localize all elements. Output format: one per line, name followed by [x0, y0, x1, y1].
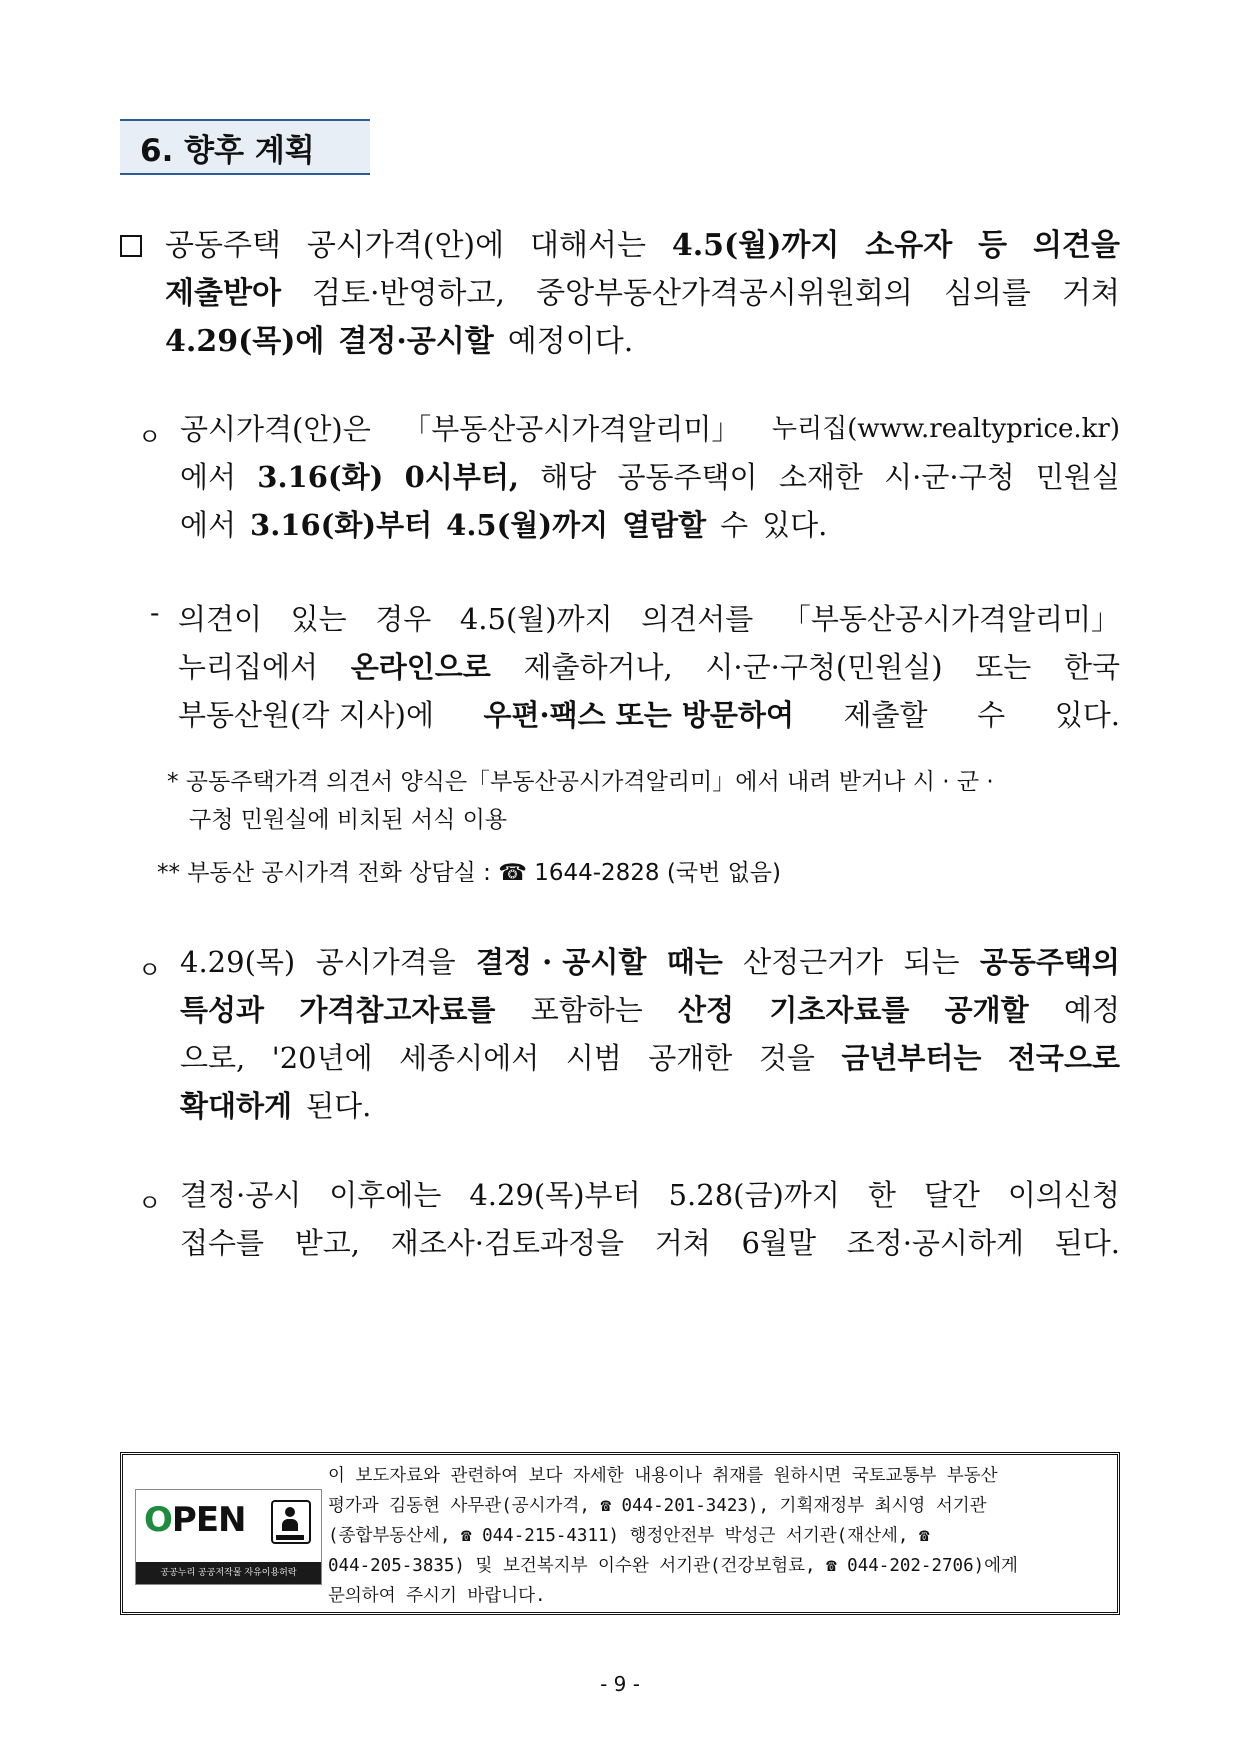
- paragraph-1-line-1: [165, 222, 1120, 270]
- section-title: 6. 향후 계획: [120, 119, 370, 175]
- page-number: - 9 -: [600, 1672, 640, 1696]
- text-span: 의견서를: [641, 602, 754, 636]
- text-span: 시범: [565, 1041, 622, 1075]
- open-logo-text: [144, 1500, 246, 1540]
- paragraph-4-line-1: [180, 938, 1120, 986]
- paragraph-2-line-2: [180, 453, 1120, 501]
- text-span: [622, 501, 706, 549]
- note-1-line-2: 구청 민원실에 비치된 서식 이용: [189, 807, 508, 833]
- notice-line: 044-205-3835) 및 보건복지부 이수완 서기관(건강보험료, ☎ 044-202-2706)에게: [328, 1556, 1018, 1576]
- paragraph-3-line-3: [178, 691, 1120, 739]
- text-span: 접수를: [180, 1226, 265, 1260]
- text-span: 가격참고자료를: [299, 993, 496, 1027]
- text-span: 민원실: [1035, 460, 1120, 494]
- paragraph-5-line-2: [180, 1219, 1120, 1267]
- text-span: 제출받아: [165, 276, 281, 311]
- text-span: 있다.: [762, 508, 828, 542]
- bullet-circle: ㅇ: [138, 956, 162, 984]
- text-span: 받고,: [294, 1226, 360, 1260]
- text-span: 4.29(목): [180, 945, 296, 979]
- notice-line: 이 보도자료와 관련하여 보다 자세한 내용이나 취재를 원하시면 국토교통부 부동산: [328, 1466, 998, 1486]
- paragraph-4-line-4: [180, 1082, 1120, 1130]
- paragraph-3-line-1: [178, 595, 1120, 643]
- text-span: 이의신청: [1007, 1178, 1120, 1212]
- open-logo-rest: PEN: [171, 1500, 246, 1540]
- text-span: 3.16(화): [257, 460, 384, 494]
- text-span: 예정: [1063, 993, 1120, 1027]
- text-span: 4.29(목)에: [165, 324, 325, 359]
- text-span: 거쳐: [1062, 276, 1120, 311]
- text-span: 공동주택이: [617, 460, 758, 494]
- text-span: 한국: [1063, 650, 1120, 684]
- text-span: 검토·반영하고,: [312, 276, 505, 311]
- text-span: 달간: [923, 1178, 980, 1212]
- paragraph-1: [165, 222, 1120, 270]
- text-span: 한: [867, 1178, 896, 1212]
- text-span: 있다.: [1054, 698, 1120, 732]
- notice-line: (종합부동산세, ☎ 044-215-4311) 행정안전부 박성근 서기관(재산세, ☎: [328, 1526, 930, 1546]
- paragraph-2-line-1: [180, 405, 1120, 453]
- paragraph-5-line-1: [180, 1171, 1120, 1219]
- text-span: 된다.: [1054, 1226, 1120, 1260]
- text-span: 공시가격을: [315, 945, 456, 979]
- text-span: 있는: [290, 602, 347, 636]
- text-span: 경우: [375, 602, 432, 636]
- badge-head: [285, 1507, 295, 1517]
- text-span: 확대하게: [180, 1089, 293, 1123]
- text-span: 온라인으로: [350, 650, 491, 684]
- text-span: 조정·공시하게: [846, 1226, 1024, 1260]
- paragraph-1-cont: [165, 270, 1120, 366]
- paragraph-3: [178, 595, 1120, 739]
- text-span: 수: [977, 698, 1006, 732]
- text-span: 6월말: [741, 1226, 816, 1260]
- text-span: 제출할: [843, 698, 928, 732]
- text-span: 누리집에서: [178, 650, 319, 684]
- note-1: [167, 763, 1122, 839]
- text-span: 공동주택: [165, 228, 281, 263]
- open-license-logo: [135, 1489, 322, 1585]
- open-logo-caption: 공공누리 공공저작물 자유이용허락: [136, 1562, 321, 1584]
- paragraph-2-line-3: [180, 501, 1120, 549]
- text-span: 시·군·구청: [884, 460, 1015, 494]
- attribution-icon: [271, 1500, 311, 1544]
- text-span: 전국으로: [1007, 1041, 1120, 1075]
- text-span: 산정근거가: [743, 945, 884, 979]
- text-span: 「부동산공시가격알리미」: [402, 412, 741, 446]
- text-span: 수: [720, 508, 749, 542]
- text-span: 4.5(월)까지: [459, 602, 613, 636]
- text-span: 포함하는: [530, 993, 643, 1027]
- text-span: 세종시에서: [399, 1041, 540, 1075]
- text-span: 소유자: [865, 228, 953, 263]
- text-span: 5.28(금)까지: [668, 1178, 840, 1212]
- text-span: 공동주택의: [979, 945, 1120, 979]
- text-span: 공개할: [944, 993, 1029, 1027]
- text-span: 것을: [758, 1041, 815, 1075]
- notice-line: 평가과 김동현 사무관(공시가격, ☎ 044-201-3423), 기획재정부 최시영 서기관: [328, 1496, 987, 1516]
- text-span: 공시가격(안)에: [306, 228, 505, 263]
- text-span: 의견을: [1033, 228, 1120, 263]
- text-span: 0시부터,: [404, 460, 519, 494]
- text-span: 부동산원(각 지사)에: [178, 698, 434, 732]
- text-span: 거쳐: [654, 1226, 711, 1260]
- text-span: 심의를: [943, 276, 1031, 311]
- text-span: 산정: [678, 993, 735, 1027]
- text-span: 금년부터는: [841, 1041, 982, 1075]
- text-span: 되는: [903, 945, 960, 979]
- text-span: '20년에: [271, 1041, 373, 1075]
- note-1-line-1: * 공동주택가격 의견서 양식은「부동산공시가격알리미」에서 내려 받거나 시 · 군 ·: [167, 769, 994, 795]
- text-span: 의견이: [178, 602, 263, 636]
- text-span: 또는: [975, 650, 1032, 684]
- paragraph-2: [180, 405, 1120, 549]
- text-span: 예정이다.: [507, 324, 634, 359]
- text-span: 공시가격(안)은: [180, 412, 371, 446]
- paragraph-1-line-2: [165, 270, 1120, 318]
- text-span: 우편·팩스 또는 방문하여: [483, 698, 794, 732]
- text-span: 재조사·검토과정을: [390, 1226, 625, 1260]
- contact-notice-box: [120, 1452, 1120, 1615]
- badge-base: [276, 1535, 304, 1540]
- text-span: 으로,: [180, 1041, 246, 1075]
- text-span: 4.29(목)부터: [469, 1178, 641, 1212]
- text-span: 에서: [180, 460, 237, 494]
- note-2: ** 부동산 공시가격 전화 상담실 : ☎ 1644-2828 (국번 없음): [157, 860, 781, 886]
- paragraph-4-line-2: [180, 986, 1120, 1034]
- open-logo-word: [144, 1500, 246, 1540]
- text-span: 된다.: [306, 1089, 372, 1123]
- text-span: 기초자료를: [769, 993, 910, 1027]
- text-span: 제출하거나,: [523, 650, 673, 684]
- paragraph-1-line-3: [165, 318, 1120, 366]
- text-span: 열람할: [622, 508, 707, 542]
- bullet-circle: ㅇ: [138, 1189, 162, 1217]
- paragraph-5: [180, 1171, 1120, 1267]
- contact-notice-text: [328, 1461, 1108, 1611]
- text-span: 누리집(www.realtyprice.kr): [771, 414, 1120, 444]
- badge-torso: [282, 1519, 298, 1531]
- text-span: 특성과: [180, 993, 265, 1027]
- bullet-dash: -: [150, 596, 160, 629]
- text-span: 시·군·구청(민원실): [705, 650, 943, 684]
- open-logo-letter-o: O: [144, 1500, 172, 1540]
- text-span: 결정 · 공시할: [475, 945, 647, 979]
- paragraph-4-line-3: [180, 1034, 1120, 1082]
- text-span: 「부동산공시가격알리미」: [781, 602, 1120, 636]
- paragraph-4: [180, 938, 1120, 1130]
- text-span: 공개한: [648, 1041, 733, 1075]
- text-span: 때는: [666, 945, 723, 979]
- text-span: 등: [978, 228, 1008, 263]
- text-span: 해당: [540, 460, 597, 494]
- text-span: 에서: [180, 508, 237, 542]
- text-span: 3.16(화)부터: [250, 508, 433, 542]
- text-span: 소재한: [778, 460, 863, 494]
- paragraph-3-line-2: [178, 643, 1120, 691]
- text-span: 4.5(월)까지: [671, 228, 840, 263]
- notice-line: 문의하여 주시기 바랍니다.: [328, 1586, 546, 1606]
- text-span: 중앙부동산가격공시위원회의: [536, 276, 913, 311]
- checkbox-icon: [120, 235, 142, 257]
- text-span: 대해서는: [530, 228, 646, 263]
- text-span: 이후에는: [329, 1178, 442, 1212]
- text-span: 결정·공시: [180, 1178, 302, 1212]
- text-span: 결정·공시할: [338, 324, 494, 359]
- text-span: 4.5(월)까지: [446, 508, 609, 542]
- bullet-circle: ㅇ: [138, 423, 162, 451]
